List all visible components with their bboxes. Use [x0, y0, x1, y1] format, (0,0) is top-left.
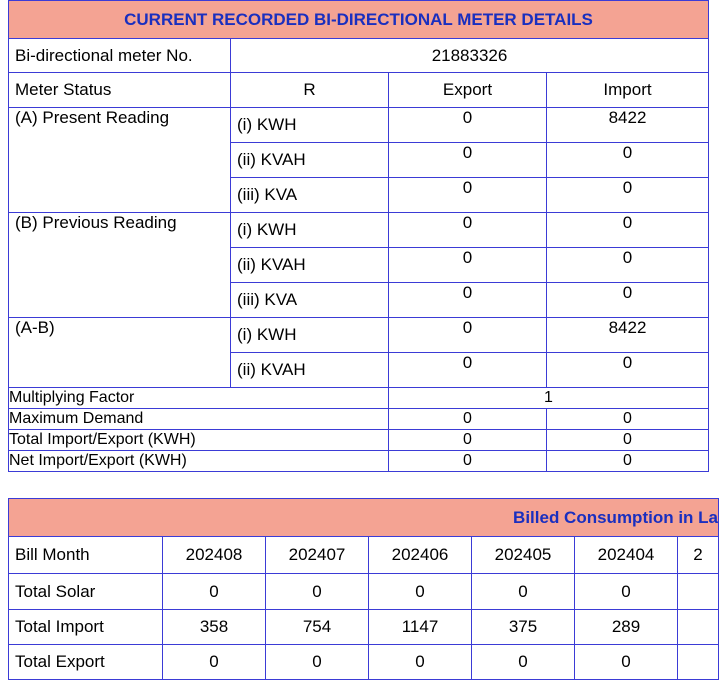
export-value: 0 — [389, 248, 547, 283]
import-value: 0 — [547, 353, 709, 388]
billed-consumption-title: Billed Consumption in La — [9, 499, 719, 537]
export-value: 0 — [389, 213, 547, 248]
solar-value: 0 — [575, 574, 678, 610]
meter-status-label: Meter Status — [9, 73, 231, 108]
import-billed-value — [678, 610, 719, 645]
col-header-r: R — [231, 73, 389, 108]
import-billed-value: 358 — [163, 610, 266, 645]
export-value: 0 — [389, 178, 547, 213]
reading-name: (ii) KVAH — [231, 248, 389, 283]
import-billed-value: 289 — [575, 610, 678, 645]
import-value: 0 — [547, 143, 709, 178]
solar-value: 0 — [163, 574, 266, 610]
solar-value — [678, 574, 719, 610]
meter-details-table — [8, 0, 709, 472]
total-solar-label: Total Solar — [9, 574, 163, 610]
solar-value: 0 — [369, 574, 472, 610]
import-value: 0 — [547, 451, 709, 472]
import-value: 0 — [547, 213, 709, 248]
bill-month-label: Bill Month — [9, 537, 163, 574]
export-value: 0 — [389, 283, 547, 318]
meter-details-title: CURRENT RECORDED BI-DIRECTIONAL METER DETAILS — [9, 1, 709, 39]
col-header-export: Export — [389, 73, 547, 108]
bill-month: 202405 — [472, 537, 575, 574]
import-value: 0 — [547, 178, 709, 213]
export-value: 0 — [389, 318, 547, 353]
import-value: 0 — [547, 283, 709, 318]
solar-value: 0 — [472, 574, 575, 610]
meter-no-value: 21883326 — [231, 39, 709, 73]
total-import-export-label: Total Import/Export (KWH) — [9, 430, 389, 451]
export-value: 0 — [389, 430, 547, 451]
bill-month: 2 — [678, 537, 719, 574]
reading-name: (ii) KVAH — [231, 353, 389, 388]
reading-name: (i) KWH — [231, 213, 389, 248]
total-export-label: Total Export — [9, 645, 163, 680]
net-import-export-label: Net Import/Export (KWH) — [9, 451, 389, 472]
previous-reading-label: (B) Previous Reading — [9, 213, 231, 318]
export-value: 0 — [389, 353, 547, 388]
import-value: 0 — [547, 248, 709, 283]
multiplying-factor-label: Multiplying Factor — [9, 388, 389, 409]
export-billed-value — [678, 645, 719, 680]
col-header-import: Import — [547, 73, 709, 108]
reading-name: (ii) KVAH — [231, 143, 389, 178]
difference-label: (A-B) — [9, 318, 231, 388]
multiplying-factor-value: 1 — [389, 388, 709, 409]
reading-name: (i) KWH — [231, 318, 389, 353]
export-billed-value: 0 — [163, 645, 266, 680]
bill-month: 202408 — [163, 537, 266, 574]
export-billed-value: 0 — [369, 645, 472, 680]
export-value: 0 — [389, 108, 547, 143]
total-import-label: Total Import — [9, 610, 163, 645]
meter-no-label: Bi-directional meter No. — [9, 39, 231, 73]
import-value: 0 — [547, 430, 709, 451]
import-value: 8422 — [547, 108, 709, 143]
import-billed-value: 375 — [472, 610, 575, 645]
import-billed-value: 1147 — [369, 610, 472, 645]
export-billed-value: 0 — [266, 645, 369, 680]
reading-name: (i) KWH — [231, 108, 389, 143]
export-value: 0 — [389, 409, 547, 430]
reading-name: (iii) KVA — [231, 283, 389, 318]
export-billed-value: 0 — [472, 645, 575, 680]
import-value: 8422 — [547, 318, 709, 353]
reading-name: (iii) KVA — [231, 178, 389, 213]
bill-month: 202406 — [369, 537, 472, 574]
billed-consumption-table — [8, 498, 719, 680]
solar-value: 0 — [266, 574, 369, 610]
export-billed-value: 0 — [575, 645, 678, 680]
present-reading-label: (A) Present Reading — [9, 108, 231, 213]
import-value: 0 — [547, 409, 709, 430]
bill-month: 202404 — [575, 537, 678, 574]
export-value: 0 — [389, 143, 547, 178]
import-billed-value: 754 — [266, 610, 369, 645]
bill-month: 202407 — [266, 537, 369, 574]
export-value: 0 — [389, 451, 547, 472]
maximum-demand-label: Maximum Demand — [9, 409, 389, 430]
